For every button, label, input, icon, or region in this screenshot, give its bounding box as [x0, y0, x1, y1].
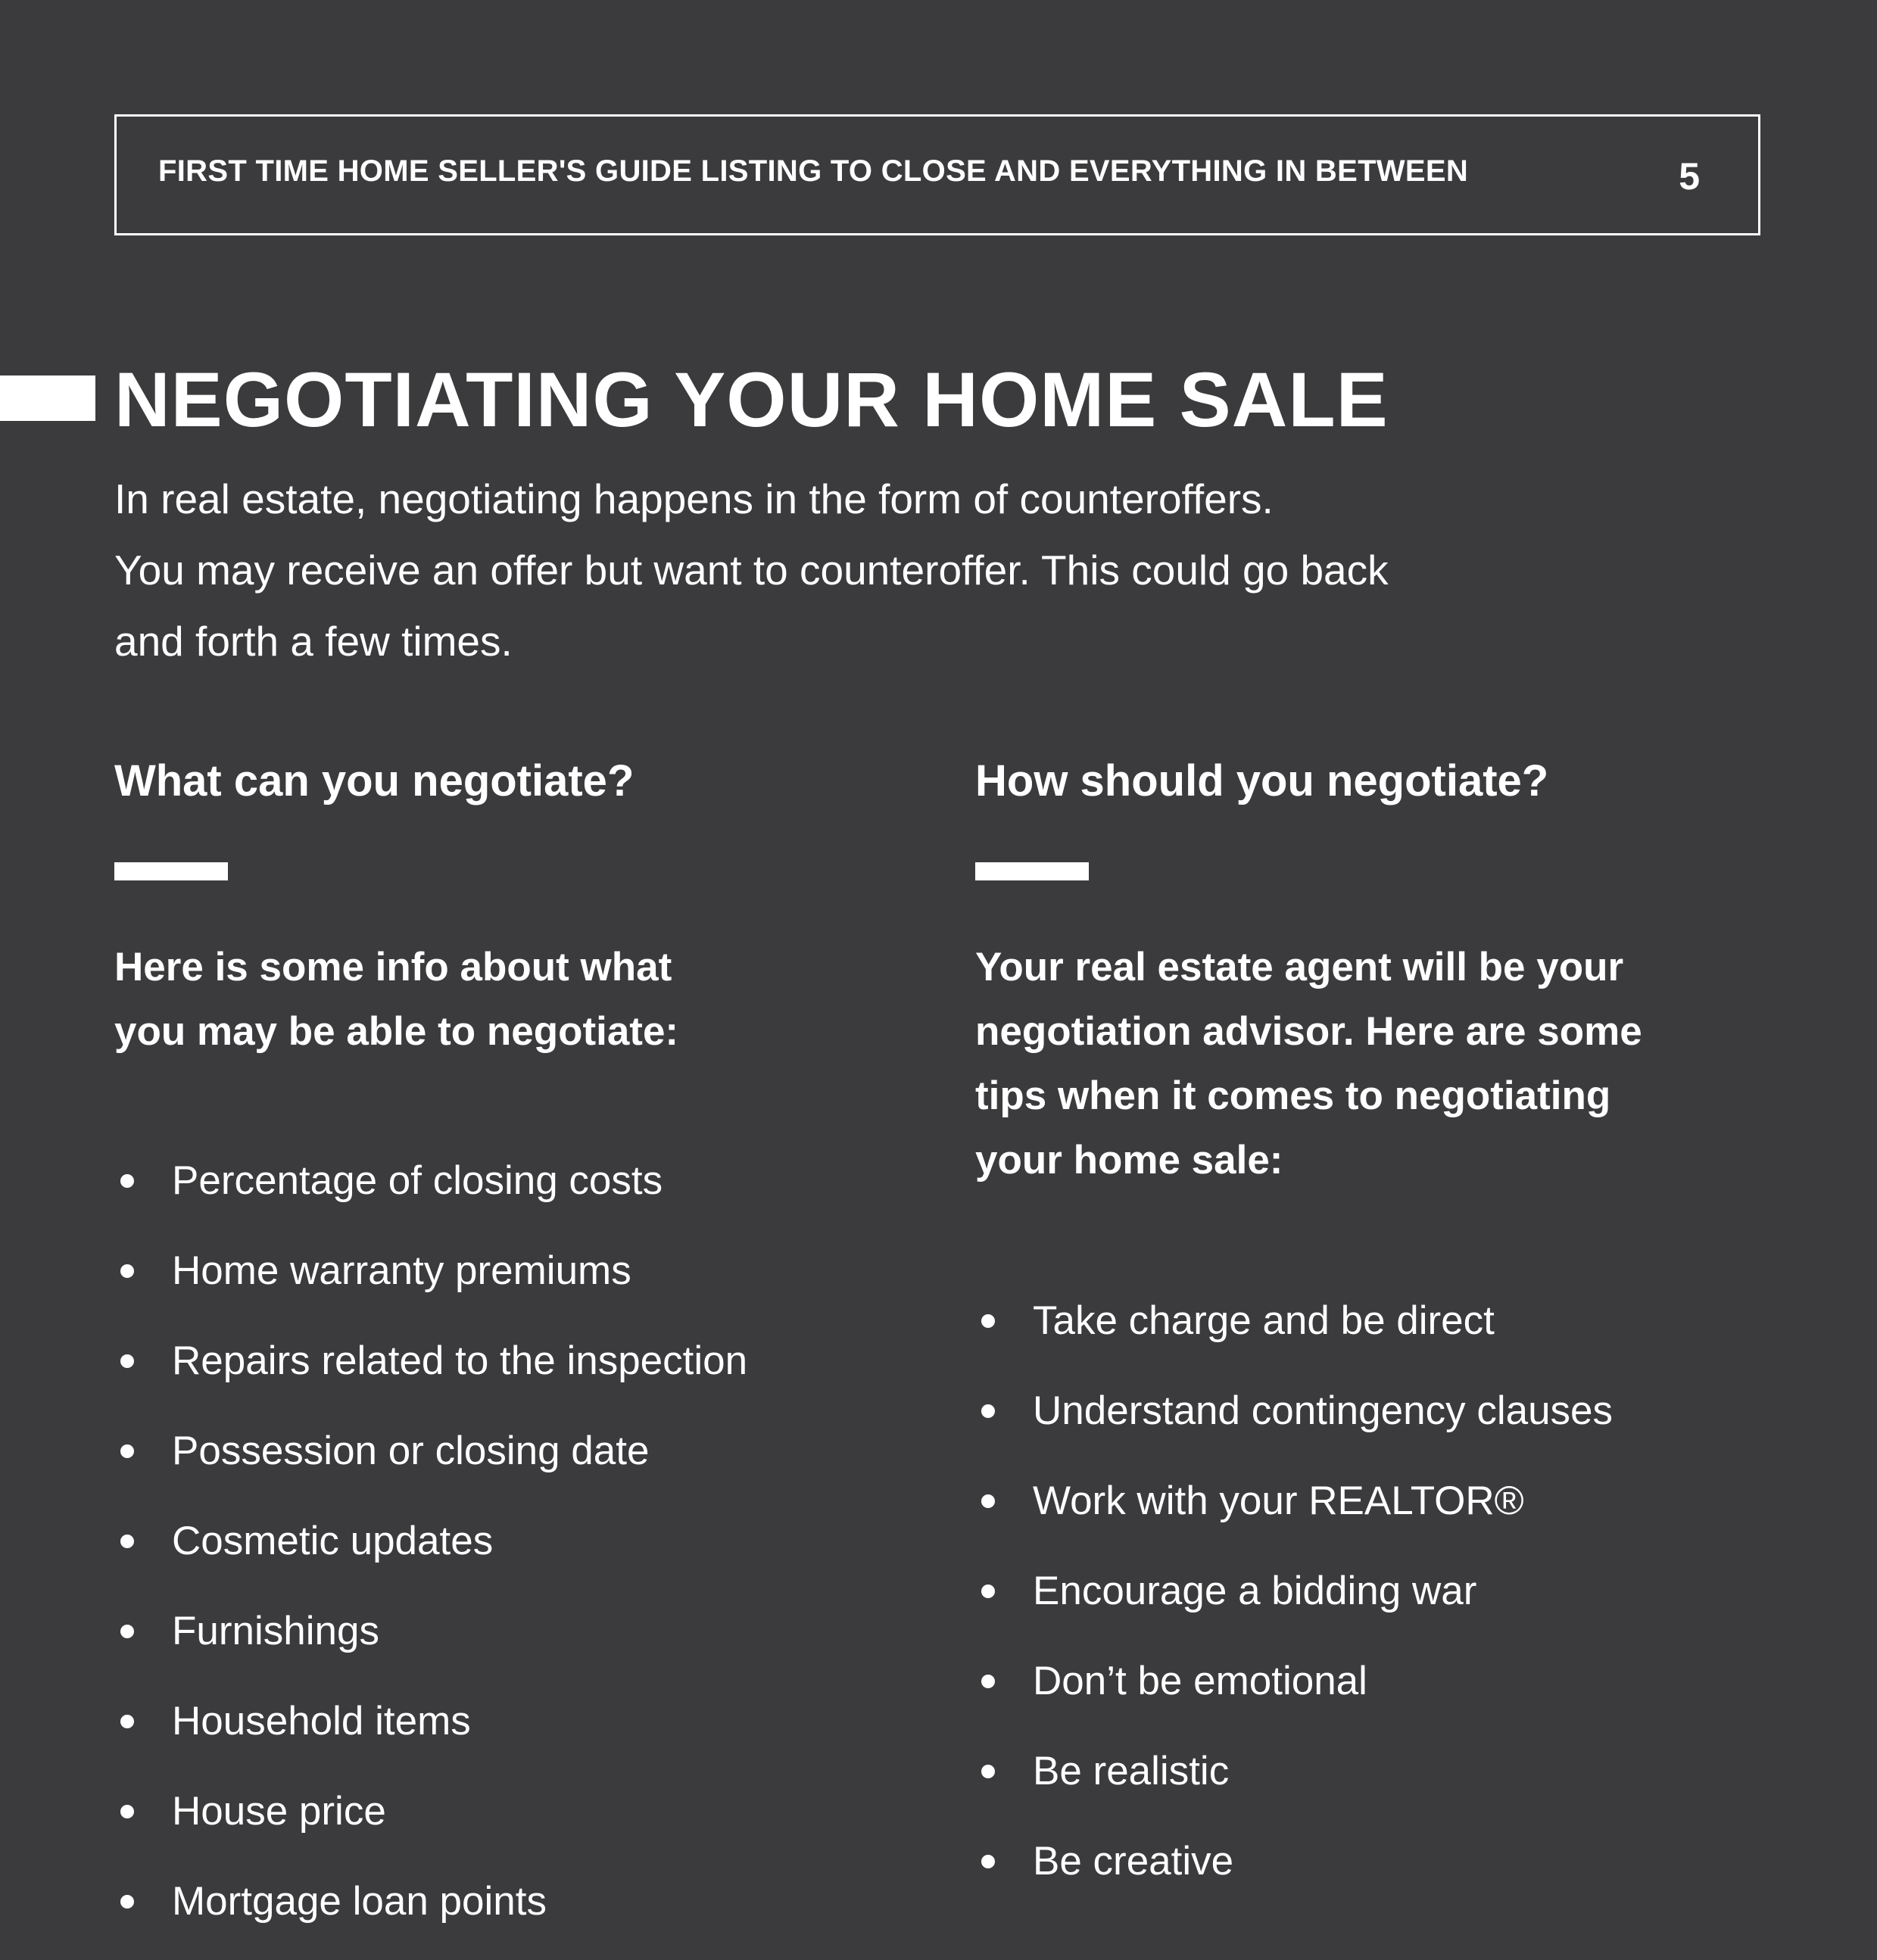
bullet-icon: [120, 1264, 134, 1278]
list-item: [114, 1136, 871, 1226]
bullet-icon: [120, 1625, 134, 1638]
heading-rule: [975, 862, 1089, 880]
bullet-icon: [120, 1354, 134, 1368]
list-item-label: Repairs related to the inspection: [172, 1338, 748, 1383]
section-intro-line: you may be able to negotiate:: [114, 1009, 679, 1054]
section-intro: [975, 935, 1732, 1192]
bullet-icon: [120, 1895, 134, 1909]
list-item: [114, 1766, 871, 1856]
list-item-label: Mortgage loan points: [172, 1879, 547, 1924]
heading-rule: [114, 862, 228, 880]
section-intro: [114, 935, 871, 1064]
negotiation-tips-column: [975, 746, 1732, 1906]
list-item: [114, 1496, 871, 1586]
list-item: [114, 1406, 871, 1496]
bullet-icon: [981, 1855, 995, 1868]
list-item-label: Don’t be emotional: [1033, 1659, 1367, 1703]
list-item-label: Furnishings: [172, 1609, 379, 1653]
list-item-label: Be realistic: [1033, 1749, 1230, 1793]
intro-line: and forth a few times.: [114, 618, 513, 665]
list-item: [114, 1316, 871, 1406]
list-item: [114, 1856, 871, 1946]
list-item: [975, 1726, 1732, 1816]
section-intro-line: tips when it comes to negotiating: [975, 1073, 1611, 1118]
bullet-icon: [120, 1805, 134, 1818]
negotiation-tips-list: [975, 1276, 1732, 1906]
bullet-icon: [120, 1535, 134, 1548]
bullet-icon: [120, 1715, 134, 1728]
list-item: [975, 1366, 1732, 1456]
bullet-icon: [981, 1585, 995, 1598]
section-intro-line: Here is some info about what: [114, 945, 672, 989]
list-item-label: Household items: [172, 1699, 471, 1743]
list-item-label: Possession or closing date: [172, 1429, 650, 1473]
header-title: FIRST TIME HOME SELLER'S GUIDE LISTING TO CLOSE AND EVERYTHING IN BETWEEN: [158, 154, 1469, 188]
list-item-label: Home warranty premiums: [172, 1248, 631, 1293]
page-header: [114, 114, 1760, 235]
bullet-icon: [981, 1765, 995, 1778]
list-item: [114, 1586, 871, 1676]
bullet-icon: [981, 1494, 995, 1508]
list-item: [114, 1226, 871, 1316]
negotiable-items-list: [114, 1136, 871, 1946]
list-item-label: Work with your REALTOR®: [1033, 1479, 1524, 1523]
list-item: [114, 1676, 871, 1766]
list-item-label: Percentage of closing costs: [172, 1158, 663, 1203]
list-item: [975, 1636, 1732, 1726]
bullet-icon: [981, 1314, 995, 1328]
list-item-label: Cosmetic updates: [172, 1519, 494, 1563]
section-intro-line: negotiation advisor. Here are some: [975, 1009, 1642, 1054]
list-item: [975, 1276, 1732, 1366]
bullet-icon: [120, 1174, 134, 1188]
bullet-icon: [981, 1675, 995, 1688]
intro-paragraph: [114, 463, 1629, 677]
list-item-label: Encourage a bidding war: [1033, 1569, 1477, 1613]
title-accent-bar: [0, 375, 95, 421]
section-heading: How should you negotiate?: [975, 756, 1549, 806]
page-title: NEGOTIATING YOUR HOME SALE: [114, 357, 1389, 443]
section-intro-line: your home sale:: [975, 1138, 1283, 1183]
list-item-label: Understand contingency clauses: [1033, 1388, 1614, 1433]
negotiable-items-column: [114, 746, 871, 1946]
bullet-icon: [981, 1404, 995, 1418]
list-item-label: Be creative: [1033, 1839, 1234, 1884]
list-item: [975, 1546, 1732, 1636]
intro-line: You may receive an offer but want to counteroffer. This could go back: [114, 547, 1389, 594]
intro-line: In real estate, negotiating happens in the form of counteroffers.: [114, 475, 1274, 522]
list-item-label: Take charge and be direct: [1033, 1298, 1495, 1343]
section-heading: What can you negotiate?: [114, 756, 635, 806]
page-number: 5: [1679, 155, 1700, 198]
list-item-label: House price: [172, 1789, 386, 1834]
list-item: [975, 1816, 1732, 1906]
section-intro-line: Your real estate agent will be your: [975, 945, 1624, 989]
bullet-icon: [120, 1444, 134, 1458]
list-item: [975, 1456, 1732, 1546]
